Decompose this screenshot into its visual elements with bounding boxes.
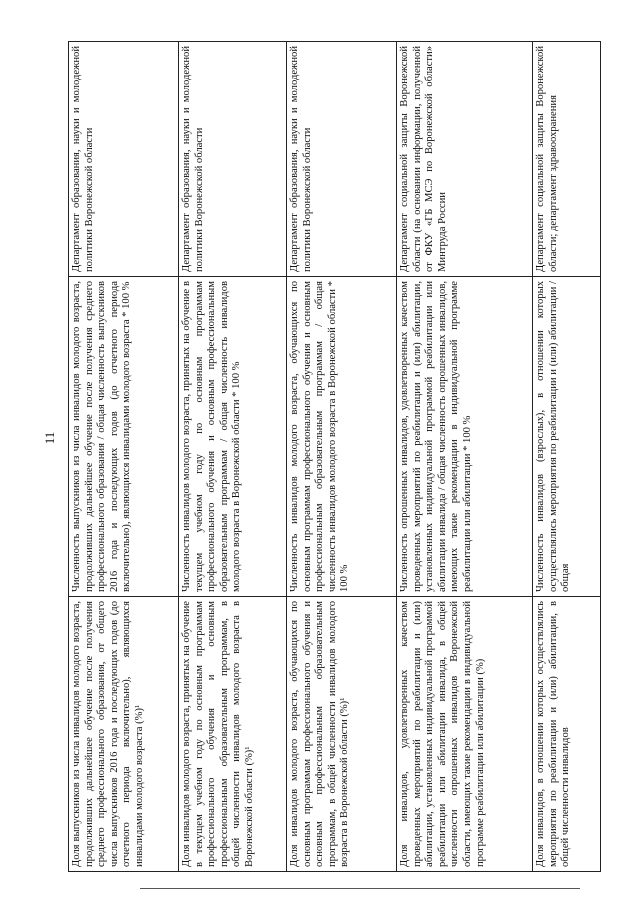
table-row (397, 42, 533, 872)
indicators-table (68, 41, 601, 872)
formula-cell: Численность инвалидов молодого возраста, принятых на обучение в текущем учебном году по основным программам профессионального обучения и основным профессиональным образовательным программам / общая численность инвалидов молодого возраста в Воронежской области * 100 % (179, 277, 287, 597)
indicator-cell: Доля инвалидов, удовлетворенных качеством проведенных мероприятий по реабилитации и (или) абилитации, установленных индивидуальной программой реабилитации или абилитации инвалида, в общей численности опрошенных инвалидов Воронежской области, имеющих такие рекомендации в индивидуальной программе реабилитации или абилитации (%) (397, 597, 533, 872)
formula-cell: Численность инвалидов молодого возраста, обучающихся по основным программам профессионального обучения и основным профессиональным образовательным программам / общая численность инвалидов молодого возраста в Воронежской области * 100 % (287, 277, 397, 597)
formula-cell: Численность инвалидов (взрослых), в отношении которых осуществлялись мероприятия по реабилитации и (или) абилитации / общая (533, 277, 601, 597)
indicator-cell: Доля выпускников из числа инвалидов молодого возраста, продолживших дальнейшее обучение после получения среднего профессионального образования, от общего числа выпускников 2016 года и последующих годов (до отчетного периода включительно), являющихся инвалидами молодого возраста (%)¹ (69, 597, 179, 872)
responsible-cell: Департамент образования, науки и молодежной политики Воронежской области (69, 42, 179, 277)
responsible-cell: Департамент образования, науки и молодежной политики Воронежской области (287, 42, 397, 277)
formula-cell: Численность опрошенных инвалидов, удовлетворенных качеством проведенных мероприятий по реабилитации и (или) абилитации, установленных индивидуальной программой реабилитации или абилитации инвалида / общая численность опрошенных инвалидов, имеющих такие рекомендации в индивидуальной программе реабилитации или абилитации * 100 % (397, 277, 533, 597)
responsible-cell: Департамент образования, науки и молодежной политики Воронежской области (179, 42, 287, 277)
formula-cell: Численность выпускников из числа инвалидов молодого возраста, продолживших дальнейшее обучение после получения среднего профессионального образования / общая численность выпускников 2016 года и последующих годов (до отчетного периода включительно), являющихся инвалидами молодого возраста * 100 % (69, 277, 179, 597)
table-row (287, 42, 397, 872)
responsible-cell: Департамент социальной защиты Воронежской области; департамент здравоохранения (533, 42, 601, 277)
bottom-divider (140, 888, 580, 889)
document-table-container (68, 42, 600, 872)
indicator-cell: Доля инвалидов молодого возраста, обучающихся по основным программам профессионального обучения и основным профессиональным образовательным программам, в общей численности инвалидов молодого возраста в Воронежской области (%)¹ (287, 597, 397, 872)
responsible-cell: Департамент социальной защиты Воронежской области (на основании информации, полученной от ФКУ «ГБ МСЭ по Воронежской области» Минтруда России (397, 42, 533, 277)
indicator-cell: Доля инвалидов молодого возраста, принятых на обучение в текущем учебном году по основным программам профессионального обучения и основным профессиональным образовательным программам, в общей численности инвалидов молодого возраста в Воронежской области (%)¹ (179, 597, 287, 872)
table-row (69, 42, 179, 872)
table-row (533, 42, 601, 872)
page-number: 11 (42, 431, 57, 445)
table-row (179, 42, 287, 872)
indicator-cell: Доля инвалидов, в отношении которых осуществлялись мероприятия по реабилитации и (или) абилитации, в общей численности инвалидов (533, 597, 601, 872)
